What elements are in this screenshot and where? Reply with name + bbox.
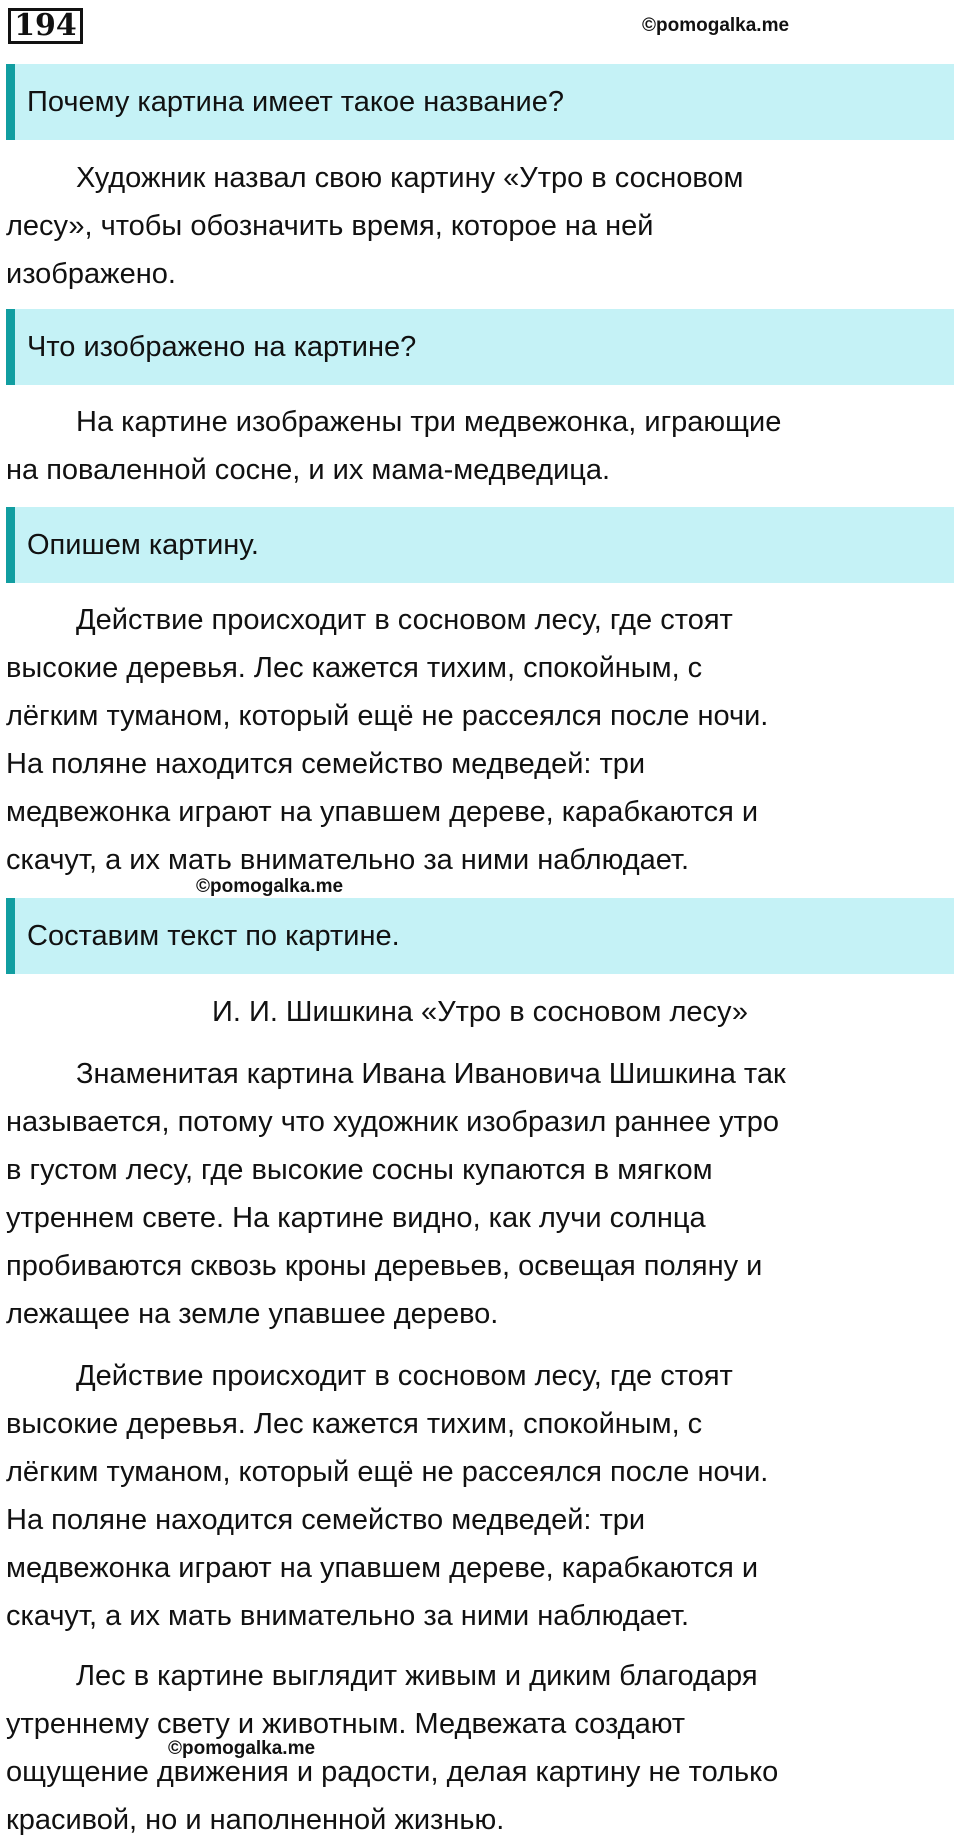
section-heading-compose: Составим текст по картине. bbox=[6, 898, 954, 974]
text-line: утреннем свете. На картине видно, как лучи солнца bbox=[6, 1202, 706, 1234]
answer-what-depicted bbox=[6, 398, 946, 494]
answer-describe bbox=[6, 596, 946, 884]
text-line: медвежонка играют на упавшем дереве, карабкаются и bbox=[6, 796, 759, 828]
essay-title: И. И. Шишкина «Утро в сосновом лесу» bbox=[212, 996, 748, 1028]
section-heading-what-depicted: Что изображено на картине? bbox=[6, 309, 954, 385]
text-line: высокие деревья. Лес кажется тихим, спокойным, с bbox=[6, 652, 703, 684]
text-line: лесу», чтобы обозначить время, которое на ней bbox=[6, 210, 654, 242]
task-number: 194 bbox=[8, 8, 83, 44]
watermark-bottom: ©pomogalka.me bbox=[168, 1738, 316, 1759]
answer-title-reason bbox=[6, 154, 946, 298]
text-line: скачут, а их мать внимательно за ними наблюдает. bbox=[6, 844, 690, 876]
text-line: лёгким туманом, который ещё не рассеялся после ночи. bbox=[6, 700, 769, 732]
text-line: изображено. bbox=[6, 258, 176, 290]
section-heading-title-reason: Почему картина имеет такое название? bbox=[6, 64, 954, 140]
text-line: Художник назвал свою картину «Утро в сосновом bbox=[76, 162, 744, 194]
text-line: медвежонка играют на упавшем дереве, карабкаются и bbox=[6, 1552, 759, 1584]
watermark-top: ©pomogalka.me bbox=[642, 15, 790, 36]
text-line: На картине изображены три медвежонка, играющие bbox=[76, 406, 782, 438]
section-heading-describe: Опишем картину. bbox=[6, 507, 954, 583]
text-line: называется, потому что художник изобразил раннее утро bbox=[6, 1106, 780, 1138]
text-line: ощущение движения и радости, делая картину не только bbox=[6, 1756, 779, 1788]
text-line: высокие деревья. Лес кажется тихим, спокойным, с bbox=[6, 1408, 703, 1440]
text-line: Знаменитая картина Ивана Ивановича Шишкина так bbox=[76, 1058, 786, 1090]
text-line: лежащее на земле упавшее дерево. bbox=[6, 1298, 499, 1330]
essay-paragraph-1 bbox=[6, 1050, 946, 1338]
watermark-middle: ©pomogalka.me bbox=[196, 876, 344, 897]
text-line: скачут, а их мать внимательно за ними наблюдает. bbox=[6, 1600, 690, 1632]
text-line: пробиваются сквозь кроны деревьев, освещая поляну и bbox=[6, 1250, 763, 1282]
essay-paragraph-2 bbox=[6, 1352, 946, 1640]
text-line: Действие происходит в сосновом лесу, где стоят bbox=[76, 604, 733, 636]
essay-paragraph-3 bbox=[6, 1652, 946, 1844]
text-line: На поляне находится семейство медведей: три bbox=[6, 748, 646, 780]
text-line: Лес в картине выглядит живым и диким благодаря bbox=[76, 1660, 758, 1692]
text-line: на поваленной сосне, и их мама-медведица. bbox=[6, 454, 611, 486]
text-line: утреннему свету и животным. Медвежата создают bbox=[6, 1708, 686, 1740]
text-line: Действие происходит в сосновом лесу, где стоят bbox=[76, 1360, 733, 1392]
text-line: в густом лесу, где высокие сосны купаются в мягком bbox=[6, 1154, 713, 1186]
text-line: лёгким туманом, который ещё не рассеялся после ночи. bbox=[6, 1456, 769, 1488]
text-line: На поляне находится семейство медведей: три bbox=[6, 1504, 646, 1536]
text-line: красивой, но и наполненной жизнью. bbox=[6, 1804, 505, 1836]
